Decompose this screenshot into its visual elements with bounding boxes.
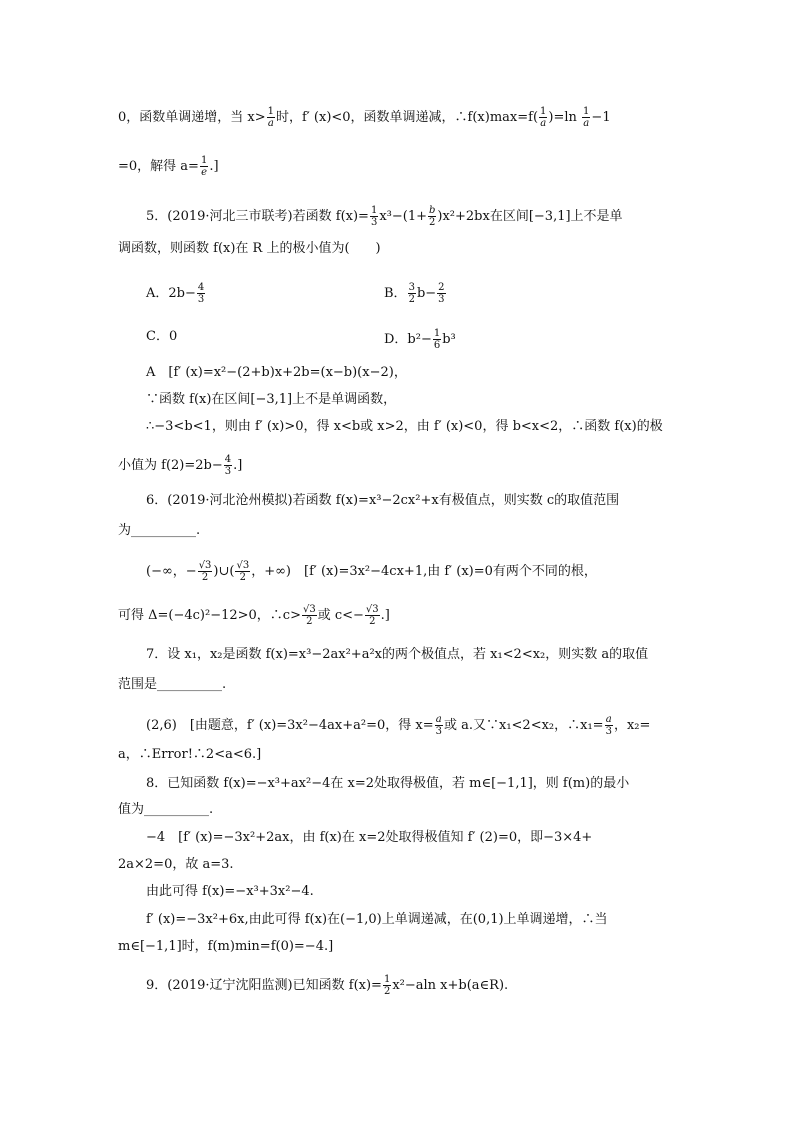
text-span: (2,6) [由题意，f′ (x)=3x²−4ax+a²=0，得 x=: [146, 718, 434, 733]
text-span: (−∞，−: [146, 564, 197, 579]
text-span: 或 a.又∵x₁<2<x₂，∴x₁=: [443, 718, 604, 733]
fraction: [605, 714, 613, 737]
fraction: [267, 106, 275, 129]
answer-8-line: −4 [f′ (x)=−3x²+2ax，由 f(x)在 x=2处取得极值知 f′ (2)=0，即−3×4+: [146, 830, 593, 845]
text-span: .]: [209, 159, 219, 174]
denominator: 2: [201, 572, 209, 583]
text-line: 调函数，则函数 f(x)在 R 上的极小值为( ): [118, 241, 381, 256]
text-span: D．b²−: [384, 332, 432, 347]
text-span: x³−(1+: [379, 209, 427, 224]
fraction: [428, 205, 436, 228]
numerator: 1: [370, 205, 378, 216]
fraction: [200, 155, 208, 178]
numerator: 4: [197, 282, 205, 293]
answer-7-line: a，∴Error!∴2<a<6.]: [118, 747, 262, 762]
answer-5-line: ∴−3<b<1，则由 f′ (x)>0，得 x<b或 x>2，由 f′ (x)<0，得 b<x<2，∴函数 f(x)的极: [146, 419, 663, 434]
numerator: 1: [540, 106, 547, 117]
text-span: 9．(2019·辽宁沈阳监测)已知函数 f(x)=: [146, 978, 382, 993]
answer-8-line: f′ (x)=−3x²+6x,由此可得 f(x)在(−1,0)上单调递减，在(0,1)上单调递增，∴当: [146, 912, 608, 927]
numerator: a: [605, 714, 612, 725]
numerator: b: [429, 205, 436, 216]
fraction: [198, 560, 213, 583]
answer-8-line: 2a×2=0，故 a=3.: [118, 857, 234, 872]
numerator: 1: [267, 106, 275, 117]
denominator: 2: [383, 986, 391, 997]
numerator: 1: [200, 155, 208, 166]
denominator: 2: [408, 294, 415, 305]
denominator: 3: [605, 726, 612, 737]
text-span: =0，解得 a=: [118, 159, 199, 174]
fraction: [435, 714, 443, 737]
answer-5-line: ∵函数 f(x)在区间[−3,1]上不是单调函数，: [146, 392, 397, 407]
numerator: 1: [583, 106, 590, 117]
text-span: )∪(: [213, 564, 235, 579]
text-span: x²−aln x+b(a∈R).: [392, 978, 509, 993]
answer-6-line: [146, 560, 597, 583]
question-6-blank: 为__________.: [118, 523, 201, 538]
fraction: [433, 328, 441, 351]
text-span: ，x₂=: [613, 718, 651, 733]
denominator: a: [540, 118, 547, 129]
denominator: 2: [239, 572, 247, 583]
denominator: 2: [306, 616, 313, 627]
numerator: 2: [438, 282, 445, 293]
question-8-blank: 值为__________.: [118, 802, 214, 817]
text-span: b−: [416, 286, 437, 301]
numerator: 1: [383, 974, 391, 985]
answer-5-line: A [f′ (x)=x²−(2+b)x+2b=(x−b)(x−2)，: [146, 365, 407, 380]
question-5: [146, 205, 623, 228]
text-span: 5．(2019·河北三市联考)若函数 f(x)=: [146, 209, 369, 224]
text-span: B．: [384, 286, 407, 301]
denominator: 6: [433, 340, 441, 351]
option-c: C．0: [146, 329, 178, 344]
answer-6-line: [118, 604, 390, 627]
fraction: [370, 205, 378, 228]
answer-5-line: [118, 454, 242, 477]
option-b: [384, 282, 447, 305]
answer-7-line: [146, 714, 650, 737]
text-span: 或 c<−: [317, 608, 364, 623]
fraction: [302, 604, 317, 627]
denominator: 3: [370, 217, 378, 228]
fraction: [539, 106, 547, 129]
numerator: 1: [433, 328, 441, 339]
text-span: .]: [233, 458, 243, 473]
text-span: 可得 Δ=(−4c)²−12>0，∴c>: [118, 608, 301, 623]
numerator: a: [435, 714, 442, 725]
fraction: [408, 282, 416, 305]
text-span: A．2b−: [146, 286, 196, 301]
text-span: 0，函数单调递增，当 x>: [118, 110, 266, 125]
question-9: [146, 974, 508, 997]
fraction: [365, 604, 380, 627]
text-span: −1: [591, 110, 611, 125]
fraction: [383, 974, 391, 997]
fraction: [582, 106, 590, 129]
text-span: b³: [442, 332, 456, 347]
denominator: e: [201, 167, 208, 178]
text-line: [118, 155, 219, 178]
numerator: √3: [198, 560, 212, 571]
denominator: 2: [429, 217, 436, 228]
numerator: √3: [302, 604, 316, 615]
fraction: [437, 282, 445, 305]
text-span: ，+∞) [f′ (x)=3x²−4cx+1,由 f′ (x)=0有两个不同的根，: [251, 564, 597, 579]
question-6: 6．(2019·河北沧州模拟)若函数 f(x)=x³−2cx²+x有极值点，则实数 c的取值范围: [146, 493, 620, 508]
denominator: 3: [435, 726, 442, 737]
numerator: √3: [365, 604, 379, 615]
denominator: 3: [224, 466, 232, 477]
numerator: 3: [408, 282, 415, 293]
numerator: √3: [236, 560, 250, 571]
text-span: )=ln: [548, 110, 582, 125]
question-7-blank: 范围是__________.: [118, 677, 227, 692]
denominator: 3: [197, 294, 205, 305]
denominator: 2: [369, 616, 376, 627]
text-span: 时，f′ (x)<0，函数单调递减，∴f(x)max=f(: [276, 110, 539, 125]
answer-8-line: m∈[−1,1]时，f(m)min=f(0)=−4.]: [118, 939, 334, 954]
denominator: a: [583, 118, 590, 129]
fraction: [197, 282, 205, 305]
fraction: [235, 560, 250, 583]
denominator: a: [267, 118, 274, 129]
answer-8-line: 由此可得 f(x)=−x³+3x²−4.: [146, 884, 314, 899]
text-span: )x²+2bx在区间[−3,1]上不是单: [437, 209, 623, 224]
question-8: 8．已知函数 f(x)=−x³+ax²−4在 x=2处取得极值，若 m∈[−1,1]，则 f(m)的最小: [146, 776, 630, 791]
numerator: 4: [224, 454, 232, 465]
denominator: 3: [438, 294, 445, 305]
question-7: 7．设 x₁，x₂是函数 f(x)=x³−2ax²+a²x的两个极值点，若 x₁<2<x₂，则实数 a的取值: [146, 647, 649, 662]
text-line: [118, 106, 611, 129]
option-d: [384, 328, 456, 351]
fraction: [224, 454, 232, 477]
text-span: .]: [380, 608, 390, 623]
text-span: 小值为 f(2)=2b−: [118, 458, 223, 473]
option-a: [146, 282, 206, 305]
